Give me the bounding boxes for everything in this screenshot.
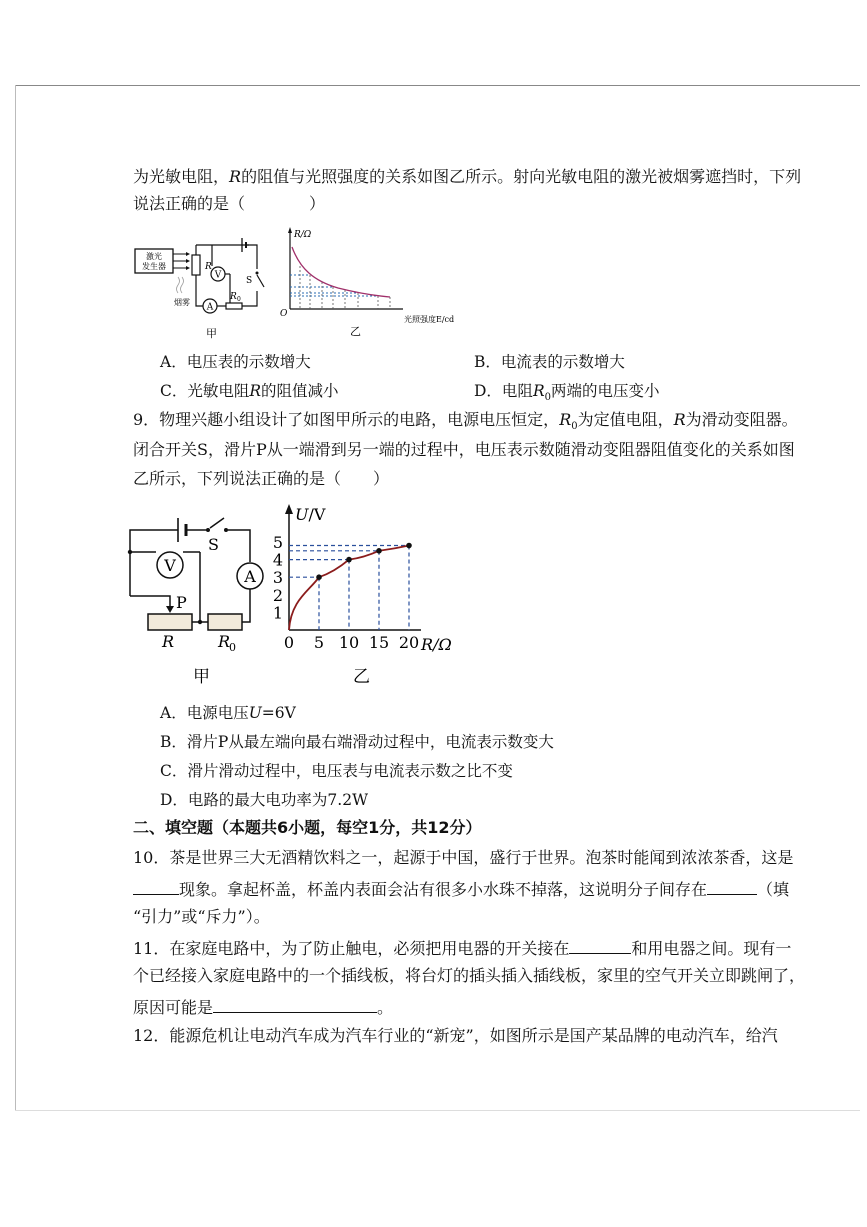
data-point-1 xyxy=(346,557,352,563)
q11-line3: 原因可能是 。 xyxy=(133,998,394,1017)
q10-line2: 现象。拿起杯盖，杯盖内表面会沾有很多小水珠不掉落，这说明分子间存在 （填 xyxy=(133,878,789,900)
svg-text:P: P xyxy=(176,593,187,612)
y-tick-label-1: 1 xyxy=(272,603,283,623)
svg-text:R: R xyxy=(162,632,175,651)
q9-option-a[interactable]: A．电源电压U=6V xyxy=(160,704,296,722)
q8-graph-figure-yi xyxy=(278,225,483,340)
q8-stem-line1: 为光敏电阻，R的阻值与光照强度的关系如图乙所示。射向光敏电阻的激光被烟雾遮挡时，下列 xyxy=(133,167,802,186)
q11-blank-2[interactable] xyxy=(213,996,377,1013)
section-heading-fill-blank: 二、填空题（本题共6小题，每空1分，共12分） xyxy=(133,818,482,837)
svg-text:光照强度E/cd: 光照强度E/cd xyxy=(404,315,455,324)
x-axis-label: R/Ω xyxy=(421,635,452,654)
svg-text:O: O xyxy=(280,309,288,319)
data-point-0 xyxy=(316,574,322,580)
svg-text:R: R xyxy=(218,632,231,651)
x-tick-label-0: 0 xyxy=(283,633,295,652)
x-tick-label-20: 20 xyxy=(398,633,420,652)
q12-line1: 12．能源危机让电动汽车成为汽车行业的“新宠”，如图所示是国产某品牌的电动汽车，给汽 xyxy=(133,1026,778,1045)
svg-text:发生器: 发生器 xyxy=(142,262,166,271)
page-border-top xyxy=(15,85,860,86)
svg-text:甲: 甲 xyxy=(193,667,210,687)
y-tick-label-2: 2 xyxy=(272,585,283,605)
svg-text:乙: 乙 xyxy=(350,325,361,338)
svg-text:烟雾: 烟雾 xyxy=(174,298,190,307)
q10-blank-1[interactable] xyxy=(133,878,179,895)
q9-option-b[interactable]: B．滑片P从最左端向最右端滑动过程中，电流表示数变大 xyxy=(160,733,554,751)
q11-blank-1[interactable] xyxy=(569,937,631,954)
y-tick-label-3: 3 xyxy=(272,568,283,588)
svg-text:甲: 甲 xyxy=(206,327,217,340)
svg-text:0: 0 xyxy=(229,641,236,654)
svg-text:A: A xyxy=(206,302,214,313)
svg-text:激光: 激光 xyxy=(146,252,162,261)
svg-text:0: 0 xyxy=(237,296,241,303)
y-tick-label-4: 4 xyxy=(272,550,283,570)
svg-text:V: V xyxy=(164,556,176,575)
page-border-bottom xyxy=(15,1110,860,1111)
svg-text:S: S xyxy=(246,276,253,286)
svg-text:R/Ω: R/Ω xyxy=(294,230,312,240)
q10-line1: 10．茶是世界三大无酒精饮料之一，起源于中国，盛行于世界。泡茶时能闻到浓浓茶香，这是 xyxy=(133,848,794,867)
q8-stem-line2: 说法正确的是（ ） xyxy=(133,194,326,213)
y-axis-label: U/V xyxy=(295,505,326,524)
q8-option-b[interactable]: B．电流表的示数增大 xyxy=(474,353,625,371)
x-tick-label-10: 10 xyxy=(338,633,360,652)
svg-text:S: S xyxy=(208,535,219,554)
page-border-left xyxy=(15,85,16,1110)
q9-stem-line1: 9．物理兴趣小组设计了如图甲所示的电路，电源电压恒定，$R_0$为定值电阻，R为滑动变阻器。 xyxy=(133,410,798,433)
data-point-3 xyxy=(406,543,412,549)
x-tick-label-15: 15 xyxy=(368,633,390,652)
q9-stem-line2: 闭合开关S，滑片P从一端滑到另一端的过程中，电压表示数随滑动变阻器阻值变化的关系如图 xyxy=(133,440,795,459)
data-point-2 xyxy=(376,548,382,554)
q8-option-a[interactable]: A．电压表的示数增大 xyxy=(160,353,311,371)
q9-option-c[interactable]: C．滑片滑动过程中，电压表与电流表示数之比不变 xyxy=(160,762,513,780)
q8-option-d[interactable]: D．电阻$R_0$两端的电压变小 xyxy=(474,382,660,404)
q8-circuit-figure-jia xyxy=(130,233,275,343)
y-tick-label-5: 5 xyxy=(272,533,283,552)
q8-option-c[interactable]: C．光敏电阻R的阻值减小 xyxy=(160,382,339,400)
chart-caption: 乙 xyxy=(353,667,370,687)
q11-line2: 个已经接入家庭电路中的一个插线板，将台灯的插头插入插线板，家里的空气开关立即跳闸了， xyxy=(133,966,806,985)
svg-text:R: R xyxy=(230,292,237,302)
q9-voltage-resistance-chart xyxy=(265,500,470,695)
q9-circuit-figure-jia xyxy=(120,510,280,690)
x-tick-label-5: 5 xyxy=(313,633,325,652)
q9-stem-line3: 乙所示，下列说法正确的是（ ） xyxy=(133,469,390,488)
q9-option-d[interactable]: D．电路的最大电功率为7.2W xyxy=(160,791,369,809)
svg-text:A: A xyxy=(244,567,256,586)
q10-line3: “引力”或“斥力”）。 xyxy=(133,907,270,926)
q11-line1: 11．在家庭电路中，为了防止触电，必须把用电器的开关接在 和用电器之间。现有一 xyxy=(133,939,792,958)
svg-text:R: R xyxy=(205,262,212,272)
q10-blank-2[interactable] xyxy=(707,878,757,895)
svg-text:V: V xyxy=(214,270,222,281)
